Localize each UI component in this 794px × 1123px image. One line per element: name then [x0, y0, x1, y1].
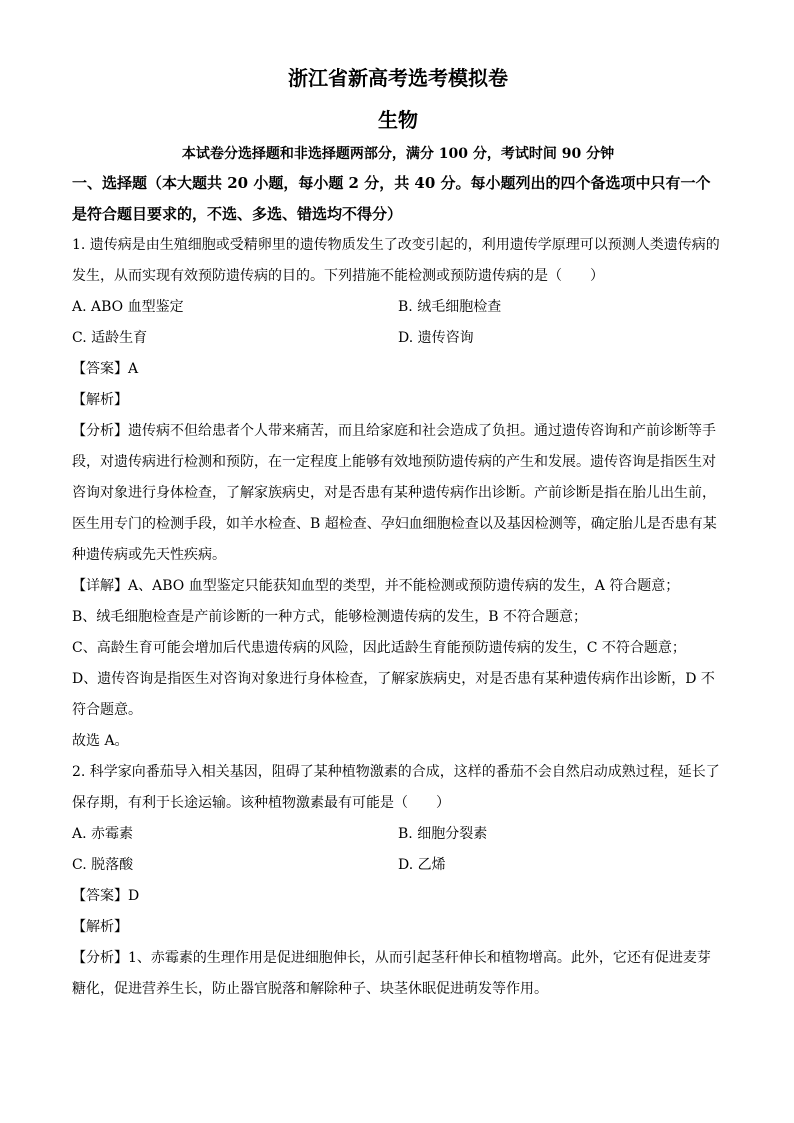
question-2-option-c: C. 脱落酸 — [72, 857, 134, 873]
question-1-analysis-label: 【解析】 — [72, 392, 128, 408]
question-1-detail-a: 【详解】A、ABO 血型鉴定只能获知血型的类型，并不能检测或预防遗传病的发生，A 符合题意； — [72, 578, 680, 594]
question-1-conclusion: 故选 A。 — [72, 733, 129, 749]
question-1-detail-b: B、绒毛细胞检查是产前诊断的一种方式，能够检测遗传病的发生，B 不符合题意； — [72, 609, 588, 625]
question-1-stem: 1. 遗传病是由生殖细胞或受精卵里的遗传物质发生了改变引起的，利用遗传学原理可以预测人类遗传病的发生，从而实现有效预防遗传病的目的。下列措施不能检测或预防遗传病的是（ ） — [72, 237, 720, 284]
question-2-stem: 2. 科学家向番茄导入相关基因，阻碍了某种植物激素的合成，这样的番茄不会自然启动成熟过程，延长了保存期，有利于长途运输。该种植物激素最有可能是（ ） — [72, 764, 720, 811]
question-1-detail-d: D、遗传咨询是指医生对咨询对象进行身体检查，了解家族病史，对是否患有某种遗传病作出诊断，D 不符合题意。 — [72, 671, 715, 718]
question-2-option-b: B. 细胞分裂素 — [398, 826, 488, 842]
question-2-option-d: D. 乙烯 — [398, 857, 446, 873]
section-heading: 一、选择题（本大题共 20 小题，每小题 2 分，共 40 分。每小题列出的四个备选项中只有一个是符合题目要求的，不选、多选、错选均不得分） — [72, 174, 711, 223]
question-1-fenxi: 【分析】遗传病不但给患者个人带来痛苦，而且给家庭和社会造成了负担。通过遗传咨询和产前诊断等手段，对遗传病进行检测和预防，在一定程度上能够有效地预防遗传病的产生和发展。遗传咨询是指医生对咨询对象进行身体检查，了解家族病史，对是否患有某种遗传病作出诊断。产前诊断是指在胎儿出生前，医生用专门的检测手段，如羊水检查、B 超检查、孕妇血细胞检查以及基因检测等，确定胎儿是否患有某种遗传病或先天性疾病。 — [72, 423, 717, 563]
question-1-option-d: D. 遗传咨询 — [398, 330, 474, 346]
question-1-option-b: B. 绒毛细胞检查 — [398, 299, 502, 315]
question-1-options-row-1 — [72, 292, 724, 323]
question-2-answer: 【答案】D — [72, 888, 140, 904]
question-2-fenxi: 【分析】1、赤霉素的生理作用是促进细胞伸长，从而引起茎秆伸长和植物增高。此外，它还有促进麦芽糖化，促进营养生长，防止器官脱落和解除种子、块茎休眠促进萌发等作用。 — [72, 950, 711, 997]
question-2-analysis-label: 【解析】 — [72, 919, 128, 935]
question-1-answer: 【答案】A — [72, 361, 139, 377]
question-2-option-a: A. 赤霉素 — [72, 826, 134, 842]
question-2-options-row-1 — [72, 819, 724, 850]
question-1-options-row-2 — [72, 323, 724, 354]
subject-title: 生物 — [378, 108, 418, 132]
exam-subtitle: 本试卷分选择题和非选择题两部分，满分 100 分，考试时间 90 分钟 — [181, 146, 615, 162]
document-title: 浙江省新高考选考模拟卷 — [288, 66, 508, 90]
question-1-detail-c: C、高龄生育可能会增加后代患遗传病的风险，因此适龄生育能预防遗传病的发生，C 不符合题意； — [72, 640, 686, 656]
question-2-options-row-2 — [72, 850, 724, 881]
question-1-option-c: C. 适龄生育 — [72, 330, 148, 346]
question-1-option-a: A. ABO 血型鉴定 — [72, 299, 184, 315]
exam-page — [72, 60, 724, 1005]
